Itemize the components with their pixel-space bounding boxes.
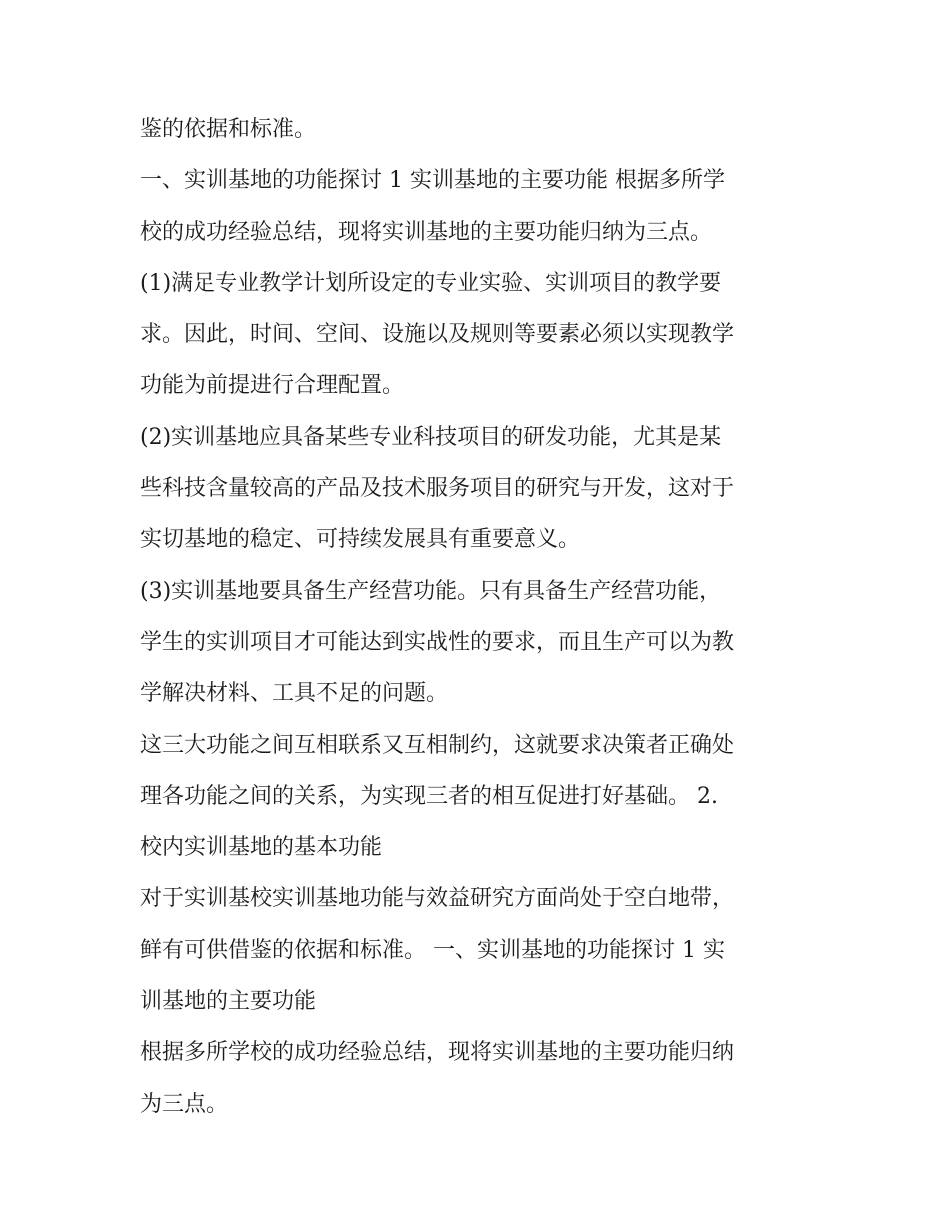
text-line: 训基地的主要功能: [140, 989, 317, 1015]
text-line: 根据多所学校的成功经验总结，现将实训基地的主要功能归纳: [140, 1040, 735, 1066]
text-line: 鲜有可供借鉴的依据和标准。 一、实训基地的功能探讨 1 实: [140, 937, 725, 963]
text-line: 对于实训基校实训基地功能与效益研究方面尚处于空白地带，: [140, 886, 735, 912]
text-line: 功能为前提进行合理配置。: [140, 373, 405, 399]
text-line: (2)实训基地应具备某些专业科技项目的研发功能，尤其是某: [140, 424, 722, 450]
text-line: 理各功能之间的关系，为实现三者的相互促进打好基础。 2.: [140, 783, 718, 809]
text-line: 校的成功经验总结，现将实训基地的主要功能归纳为三点。: [140, 219, 713, 245]
text-line: 校内实训基地的基本功能: [140, 835, 383, 861]
text-line: (3)实训基地要具备生产经营功能。只有具备生产经营功能，: [140, 578, 722, 604]
text-line: 实切基地的稳定、可持续发展具有重要意义。: [140, 527, 581, 553]
text-line: 一、实训基地的功能探讨 1 实训基地的主要功能 根据多所学: [140, 168, 725, 194]
text-line: 学生的实训项目才可能达到实战性的要求，而且生产可以为教: [140, 629, 735, 655]
text-line: 这三大功能之间互相联系又互相制约，这就要求决策者正确处: [140, 732, 735, 758]
text-line: 学解决材料、工具不足的问题。: [140, 681, 449, 707]
text-line: 求。因此，时间、空间、设施以及规则等要素必须以实现教学: [140, 322, 735, 348]
text-line: 些科技含量较高的产品及技术服务项目的研究与开发，这对于: [140, 476, 735, 502]
body-text: [140, 108, 830, 1134]
text-line: 鉴的依据和标准。: [140, 117, 317, 142]
text-line: (1)满足专业教学计划所设定的专业实验、实训项目的教学要: [140, 270, 722, 296]
text-line: 为三点。: [140, 1091, 229, 1117]
